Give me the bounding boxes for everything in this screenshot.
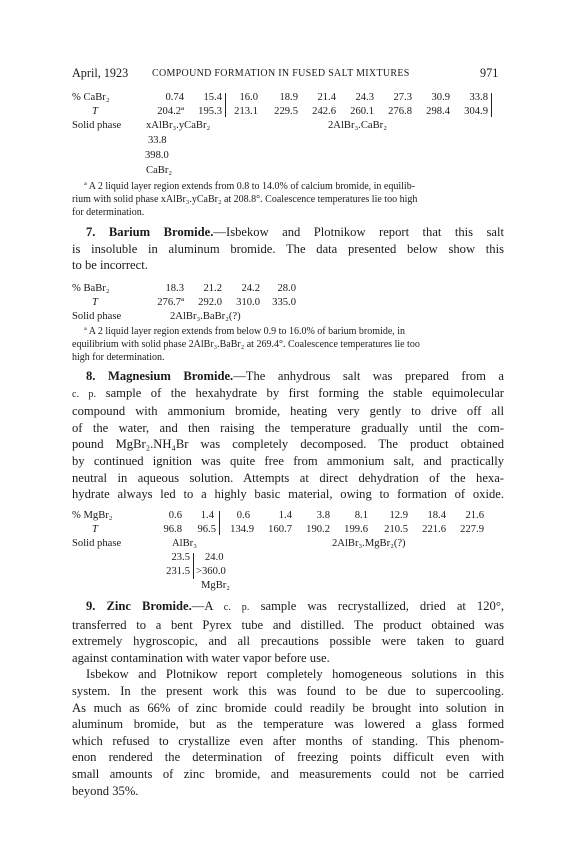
column-divider xyxy=(491,93,492,117)
body-text: is insoluble in aluminum bromide. The data presented below show this xyxy=(72,241,504,256)
cell: 24.2 xyxy=(241,283,260,294)
cell: 12.9 xyxy=(389,510,408,521)
body-text: small amounts of zinc bromide, and measurements could not be carried xyxy=(72,766,504,781)
body-text: c. p. xyxy=(223,602,250,613)
cell: 30.9 xyxy=(431,92,450,103)
cell: 298.4 xyxy=(426,106,450,117)
section-heading: 8. Magnesium Bromide. xyxy=(86,369,234,383)
body-text: transferred to a bent Pyrex tube and distilled. The product obtained was xyxy=(72,617,504,632)
body-text: Isbekow and Plotnikow report completely homogeneous solutions in this xyxy=(86,667,504,682)
section-7 xyxy=(72,224,504,274)
cell: 24.0 xyxy=(205,552,224,563)
row-label-pct: % CaBr₂ xyxy=(72,92,110,103)
cell: 276.7ª xyxy=(157,297,184,308)
cell: 0.6 xyxy=(168,510,182,521)
body-text: extremely hygroscopic, and all precautions possible were taken to guard xyxy=(72,634,504,649)
body-text: neutral in aqueous solution. Attempts at direct dehydration of the hexa- xyxy=(72,470,504,485)
section-8 xyxy=(72,368,504,503)
cell: 18.9 xyxy=(279,92,298,103)
cell: 398.0 xyxy=(145,150,169,161)
cell: 1.4 xyxy=(278,510,292,521)
cell: 221.6 xyxy=(422,524,446,535)
cell: 260.1 xyxy=(350,106,374,117)
cell: 276.8 xyxy=(388,106,412,117)
cell: 33.8 xyxy=(148,135,167,146)
body-text: hydrate always led to a highly basic material, owing to formation of oxide. xyxy=(72,487,504,502)
cell: >360.0 xyxy=(196,566,226,577)
solid-phase: 2AlBr₃.CaBr₂ xyxy=(328,120,387,131)
cell: 0.6 xyxy=(236,510,250,521)
cell: 16.0 xyxy=(239,92,258,103)
section-heading: 7. Barium Bromide. xyxy=(86,225,214,239)
row-label-t: T xyxy=(92,297,98,308)
body-text: sample of the hexahydrate by first forming the stable equimolecular xyxy=(105,385,504,400)
footnote-line: equilibrium with solid phase 2AlBr₃.BaBr₂ at 269.4°. Coalescence temperatures lie too xyxy=(72,339,420,350)
cell: 28.0 xyxy=(277,283,296,294)
row-label-pct: % BaBr₂ xyxy=(72,283,110,294)
solid-phase: MgBr₂ xyxy=(201,580,231,591)
cell: 27.3 xyxy=(393,92,412,103)
row-label-t: T xyxy=(92,106,98,117)
cell: 210.5 xyxy=(384,524,408,535)
body-text: As much as 66% of zinc bromide could readily be brought into solution in xyxy=(72,700,504,715)
cell: 15.4 xyxy=(203,92,222,103)
cell: 292.0 xyxy=(198,297,222,308)
header-date: April, 1923 xyxy=(72,66,129,80)
cell: 213.1 xyxy=(234,106,258,117)
body-text: compound with ammonium bromide, heating very gently to drive off all xyxy=(72,404,504,419)
body-text: system. In the present work this was found to be due to supercooling. xyxy=(72,683,504,698)
cell: 0.74 xyxy=(165,92,184,103)
cell: 195.3 xyxy=(198,106,222,117)
cell: 335.0 xyxy=(272,297,296,308)
cell: 24.3 xyxy=(355,92,374,103)
body-text: enon rendered the determination of freezing points difficult even with xyxy=(72,750,504,765)
cell: 190.2 xyxy=(306,524,330,535)
cell: 227.9 xyxy=(460,524,484,535)
running-title: COMPOUND FORMATION IN FUSED SALT MIXTURES xyxy=(152,68,410,79)
footnote-line: ª A 2 liquid layer region extends from 0.8 to 14.0% of calcium bromide, in equilib- xyxy=(84,181,416,192)
body-text: by continued ignition was quite free from ammonium salt, and practically xyxy=(72,453,504,468)
body-text: of the water, and then raising the temperature gradually until the com- xyxy=(72,420,504,435)
cell: 160.7 xyxy=(268,524,292,535)
body-text: which refused to crystallize even after months of standing. This phenom- xyxy=(72,733,504,748)
cell: 199.6 xyxy=(344,524,368,535)
cell: 21.6 xyxy=(465,510,484,521)
body-text: —Isbekow and Plotnikow report that this salt xyxy=(213,225,504,239)
section-9 xyxy=(72,598,504,799)
row-label-t: T xyxy=(92,524,98,535)
page-number: 971 xyxy=(480,66,499,80)
cell: 8.1 xyxy=(354,510,368,521)
cell: 229.5 xyxy=(274,106,298,117)
cell: 242.6 xyxy=(312,106,336,117)
cell: 21.2 xyxy=(203,283,222,294)
cell: 204.2ª xyxy=(157,106,184,117)
cell: 304.9 xyxy=(464,106,488,117)
solid-phase: 2AlBr₃.MgBr₂(?) xyxy=(332,538,406,549)
body-text: against contamination with water vapor before use. xyxy=(72,650,330,665)
cell: 96.8 xyxy=(163,524,182,535)
body-text: pound MgBr₂.NH₄Br was completely decomposed. The product obtained xyxy=(72,437,504,452)
solid-phase: 2AlBr₃.BaBr₂(?) xyxy=(170,311,241,322)
column-divider xyxy=(193,553,194,579)
cell: 1.4 xyxy=(200,510,214,521)
body-text: beyond 35%. xyxy=(72,783,139,798)
footnote-line: ª A 2 liquid layer region extends from below 0.9 to 16.0% of barium bromide, in xyxy=(84,326,406,337)
footnote-line: high for determination. xyxy=(72,352,165,363)
solid-phase: AlBr₃ xyxy=(172,538,197,549)
solid-phase: CaBr₂ xyxy=(146,165,173,176)
cell: 231.5 xyxy=(166,566,190,577)
cell: 33.8 xyxy=(469,92,488,103)
body-text: c. p. xyxy=(72,388,97,400)
column-divider xyxy=(219,511,220,535)
row-label-solid: Solid phase xyxy=(72,120,122,131)
body-text: —A xyxy=(191,599,213,613)
section-heading: 9. Zinc Bromide. xyxy=(86,599,192,613)
row-label-solid: Solid phase xyxy=(72,538,122,549)
row-label-pct: % MgBr₂ xyxy=(72,510,113,521)
solid-phase: xAlBr₃.yCaBr₂ xyxy=(146,120,211,131)
cell: 18.3 xyxy=(165,283,184,294)
body-text: aluminum bromide, but as the temperature was lowered a glass formed xyxy=(72,717,504,732)
body-text: to be incorrect. xyxy=(72,258,148,273)
cell: 3.8 xyxy=(316,510,330,521)
cell: 18.4 xyxy=(427,510,446,521)
footnote-line: for determination. xyxy=(72,207,145,218)
cell: 23.5 xyxy=(171,552,190,563)
row-label-solid: Solid phase xyxy=(72,311,122,322)
cell: 310.0 xyxy=(236,297,260,308)
cell: 96.5 xyxy=(197,524,216,535)
cell: 21.4 xyxy=(317,92,336,103)
footnote-line: rium with solid phase xAlBr₃.yCaBr₂ at 208.8°. Coalescence temperatures lie too high xyxy=(72,194,418,205)
body-text: —The anhydrous salt was prepared from a xyxy=(233,369,504,383)
cell: 134.9 xyxy=(230,524,254,535)
body-text: sample was recrystallized, dried at 120°, xyxy=(260,599,504,613)
